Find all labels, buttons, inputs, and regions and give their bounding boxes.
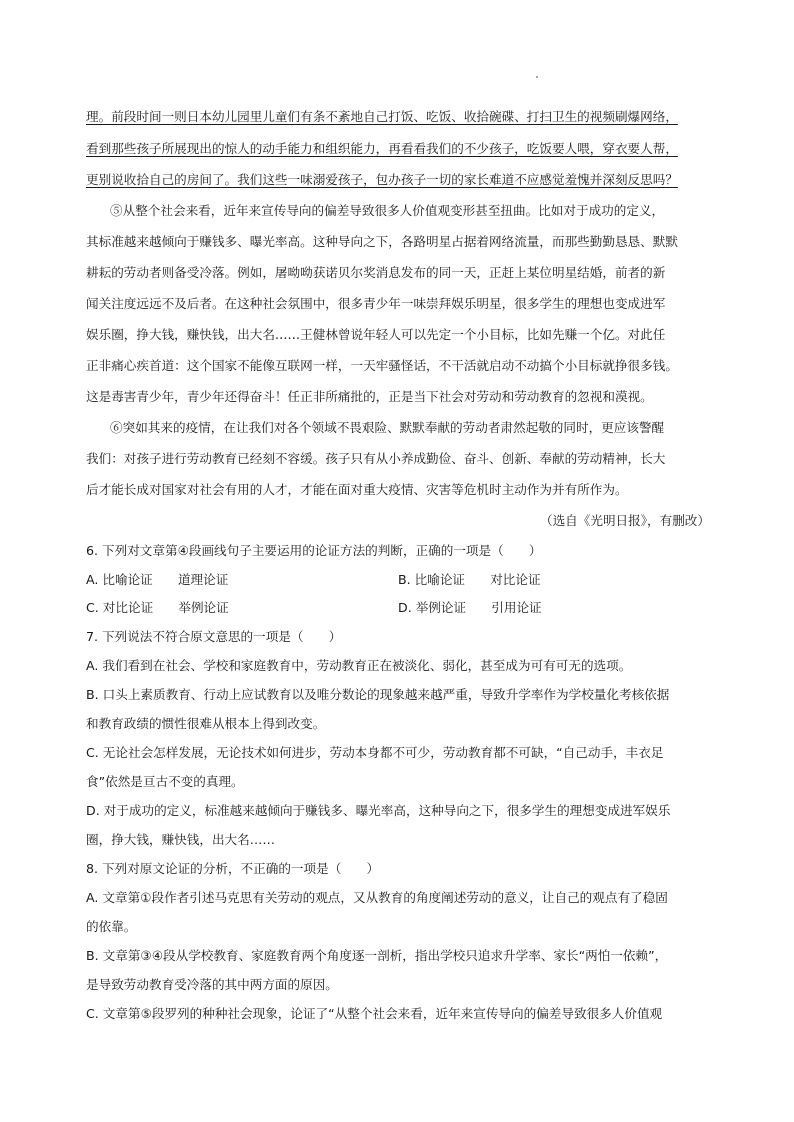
paragraph-6-line: ⑥突如其来的疫情，在让我们对各个领域不畏艰险、默默奉献的劳动者肃然起敬的同时，更应该警醒: [110, 420, 665, 435]
paragraph-6-line: 我们：对孩子进行劳动教育已经刻不容缓。孩子只有从小养成勤俭、奋斗、创新、奉献的劳动精神，长大: [86, 451, 666, 466]
paragraph-5-line: 闻关注度远远不及后者。在这种社会氛围中，很多青少年一味崇拜娱乐明星，很多学生的理想也变成进军: [86, 296, 666, 311]
question-7-option-d: D. 对于成功的定义，标准越来越倾向于赚钱多、曝光率高，这种导向之下，很多学生的理想变成进军娱乐: [86, 803, 671, 818]
question-6-option-b: B. 比喻论证 对比论证: [398, 572, 541, 587]
question-7-option-d-cont: 圈，挣大钱，赚快钱，出大名……: [86, 832, 275, 847]
question-7-option-a: A. 我们看到在社会、学校和家庭教育中，劳动教育正在被淡化、弱化，甚至成为可有可无的选项。: [86, 658, 632, 673]
paragraph-5-line: 其标准越来越倾向于赚钱多、曝光率高。这种导向之下，各路明星占据着网络流量，而那些勤勤恳恳、默默: [86, 234, 678, 249]
paragraph-5-line: 耕耘的劳动者则备受冷落。例如，屠呦呦获诺贝尔奖消息发布的同一天，正赶上某位明星结婚，前者的新: [86, 265, 666, 280]
paragraph-5-line: 这是毒害青少年，青少年还得奋斗！任正非所痛批的，正是当下社会对劳动和劳动教育的忽视和漠视。: [86, 389, 653, 404]
underlined-sentence-line-1: 理。前段时间一则日本幼儿园里儿童们有条不紊地自己打饭、吃饭、收拾碗碟、打扫卫生的视频刷爆网络，: [86, 109, 678, 124]
question-7-option-c-cont: 食”依然是亘古不变的真理。: [86, 774, 244, 789]
underlined-sentence-line-2: 看到那些孩子所展现出的惊人的动手能力和组织能力，再看看我们的不少孩子，吃饭要人喂，穿衣要人帮，: [86, 141, 678, 156]
question-7-option-b-cont: 和教育政绩的惯性很难从根本上得到改变。: [86, 716, 326, 731]
question-7-stem: 7. 下列说法不符合原文意思的一项是（ ）: [86, 629, 342, 644]
source-citation: （选自《光明日报》，有删改）: [539, 513, 710, 528]
question-8-option-b-cont: 是导致劳动教育受冷落的其中两方面的原因。: [86, 977, 338, 992]
question-8-option-a: A. 文章第①段作者引述马克思有关劳动的观点，又从教育的角度阐述劳动的意义，让自己的观点有了稳固: [86, 890, 668, 905]
question-8-option-c: C. 文章第⑤段罗列的种种社会现象，论证了“从整个社会来看，近年来宣传导向的偏差导致很多人价值观: [86, 1006, 663, 1021]
paragraph-5-line: 正非痛心疾首道：这个国家不能像互联网一样，一天牢骚怪话，不干活就启动不动搞个小目标就挣很多钱。: [86, 358, 678, 373]
question-7-option-c: C. 无论社会怎样发展，无论技术如何进步，劳动本身都不可少，劳动教育都不可缺，“自己动手，丰衣足: [86, 745, 664, 760]
question-6-option-a: A. 比喻论证 道理论证: [86, 572, 229, 587]
paragraph-5-line: ⑤从整个社会来看，近年来宣传导向的偏差导致很多人价值观变形甚至扭曲。比如对于成功的定义，: [110, 203, 665, 218]
question-8-option-a-cont: 的依靠。: [86, 919, 137, 934]
question-6-stem: 6. 下列对文章第④段画线句子主要运用的论证方法的判断，正确的一项是（ ）: [86, 543, 542, 558]
question-6-option-c: C. 对比论证 举例论证: [86, 600, 229, 615]
paragraph-5-line: 娱乐圈，挣大钱，赚快钱，出大名……王健林曾说年轻人可以先定一个小目标，比如先赚一个亿。对此任: [86, 327, 666, 342]
question-8-option-b: B. 文章第③④段从学校教育、家庭教育两个角度逐一剖析，指出学校只追求升学率、家长“两怕一依赖”，: [86, 948, 668, 963]
question-6-option-d: D. 举例论证 引用论证: [398, 600, 542, 615]
question-8-stem: 8. 下列对原文论证的分析，不正确的一项是（ ）: [86, 861, 380, 876]
underlined-sentence-line-3: 更别说收拾自己的房间了。我们这些一味溺爱孩子，包办孩子一切的家长难道不应感觉羞愧并深刻反思吗？: [86, 172, 678, 187]
paragraph-6-line: 后才能长成对国家对社会有用的人才，才能在面对重大疫情、灾害等危机时主动作为并有所作为。: [86, 482, 628, 497]
scan-speck: [536, 76, 538, 78]
question-7-option-b: B. 口头上素质教育、行动上应试教育以及唯分数论的现象越来越严重，导致升学率作为学校量化考核依据: [86, 687, 670, 702]
